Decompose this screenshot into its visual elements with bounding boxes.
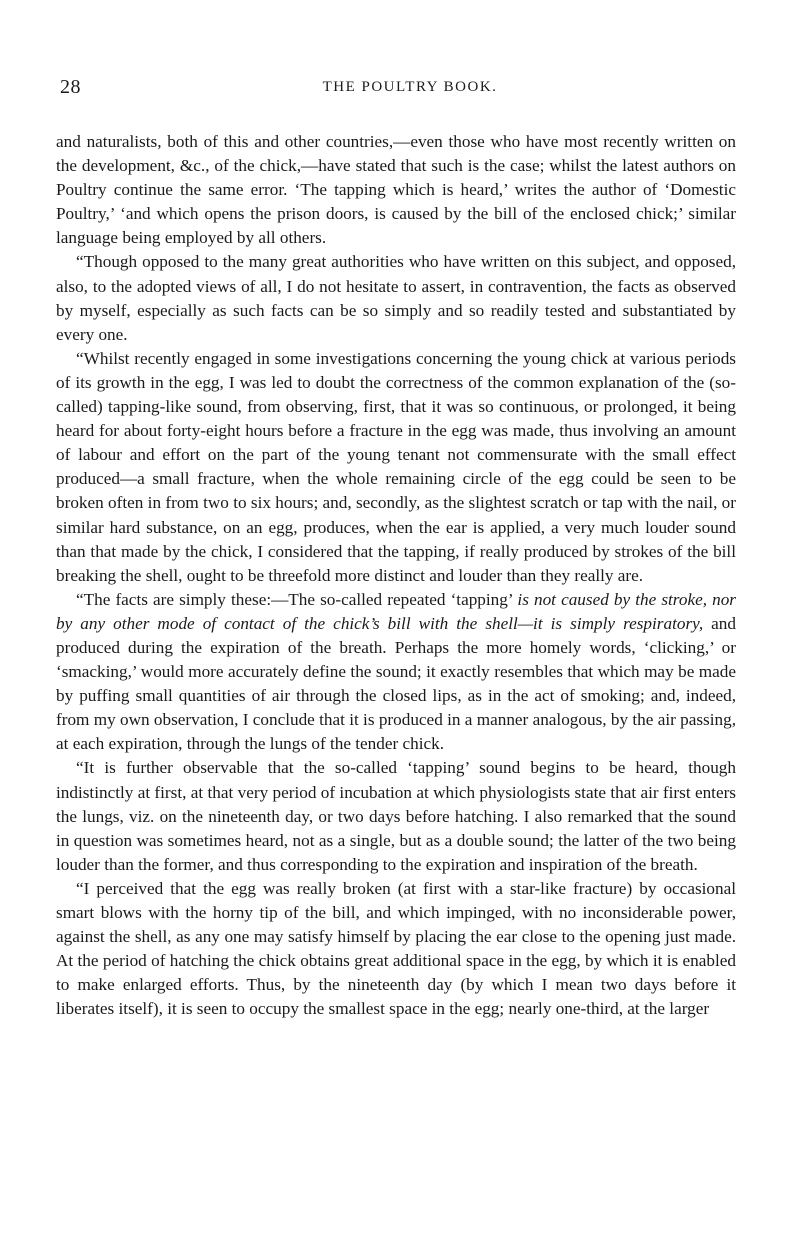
paragraph: [56, 756, 736, 876]
page-header: [60, 76, 730, 100]
paragraph: [56, 877, 736, 1022]
paragraph: [56, 130, 736, 250]
paragraph-text: and naturalists, both of this and other countries,—even those who have most recently written on the development, &c., of the chick,—have stated that such is the case; whilst the latest authors on Poultry continue the same error. ‘The tapping which is heard,’ writes the author of ‘Domestic Poultry,’ ‘and which opens the prison doors, is caused by the bill of the enclosed chick;’ similar language being employed by all others.: [56, 132, 736, 248]
page-number: 28: [60, 76, 81, 98]
running-head: THE POULTRY BOOK.: [322, 79, 498, 95]
body-text: [56, 130, 736, 1021]
paragraph-text: “Though opposed to the many great authorities who have written on this subject, and opposed, also, to the adopted views of all, I do not hesitate to assert, in contravention, the facts as observed by myself, especially as such facts can be so simply and so readily tested and substantiated by every one.: [56, 252, 736, 344]
italic-text: is not caused by the stroke, nor by any other mode of contact of the chick’s bill with the shell—it is simply respiratory,: [56, 589, 736, 633]
paragraph-text: “The facts are simply these:—The so-called repeated ‘tapping’: [76, 589, 518, 609]
paragraph: [56, 347, 736, 588]
paragraph: [56, 250, 736, 346]
paragraph-text: and produced during the expiration of the breath. Perhaps the more homely words, ‘clicking,’ or ‘smacking,’ would more accurately define the sound; it exactly resembles that which may be made by puffing small quantities of air through the closed lips, as in the act of smoking; and, indeed, from my own observation, I conclude that it is produced in a manner analogous, by the air passing, at each expiration, through the lungs of the tender chick.: [56, 613, 736, 754]
paragraph-text: “I perceived that the egg was really broken (at first with a star-like fracture) by occasional smart blows with the horny tip of the bill, and which impinged, with no inconsiderable power, against the shell, as any one may satisfy himself by placing the ear close to the opening just made. At the period of hatching the chick obtains great additional space in the egg, by which it is enabled to make enlarged efforts. Thus, by the nineteenth day (by which I mean two days before it liberates itself), it is seen to occupy the smallest space in the egg; nearly one-third, at the larger: [56, 878, 736, 1019]
paragraph-text: “It is further observable that the so-called ‘tapping’ sound begins to be heard, though indistinctly at first, at that very period of incubation at which physiologists state that air first enters the lungs, viz. on the nineteenth day, or two days before hatching. I also remarked that the sound in question was sometimes heard, not as a single, but as a double sound; the latter of the two being louder than the former, and thus corresponding to the expiration and inspiration of the breath.: [56, 758, 736, 874]
paragraph: [56, 588, 736, 757]
paragraph-text: “Whilst recently engaged in some investigations concerning the young chick at various periods of its growth in the egg, I was led to doubt the correctness of the common explanation of the (so-called) tapping-like sound, from observing, first, that it was so continuous, or prolonged, it being heard for about forty-eight hours before a fracture in the egg was made, thus involving an amount of labour and effort on the part of the young tenant not commensurate with the small effect produced—a small fracture, when the whole remaining circle of the egg could be seen to be broken often in from two to six hours; and, secondly, as the slightest scratch or tap with the nail, or similar hard substance, on an egg, produces, when the ear is applied, a very much louder sound than that made by the chick, I considered that the tapping, if really produced by strokes of the bill breaking the shell, ought to be threefold more distinct and louder than they really are.: [56, 348, 736, 585]
